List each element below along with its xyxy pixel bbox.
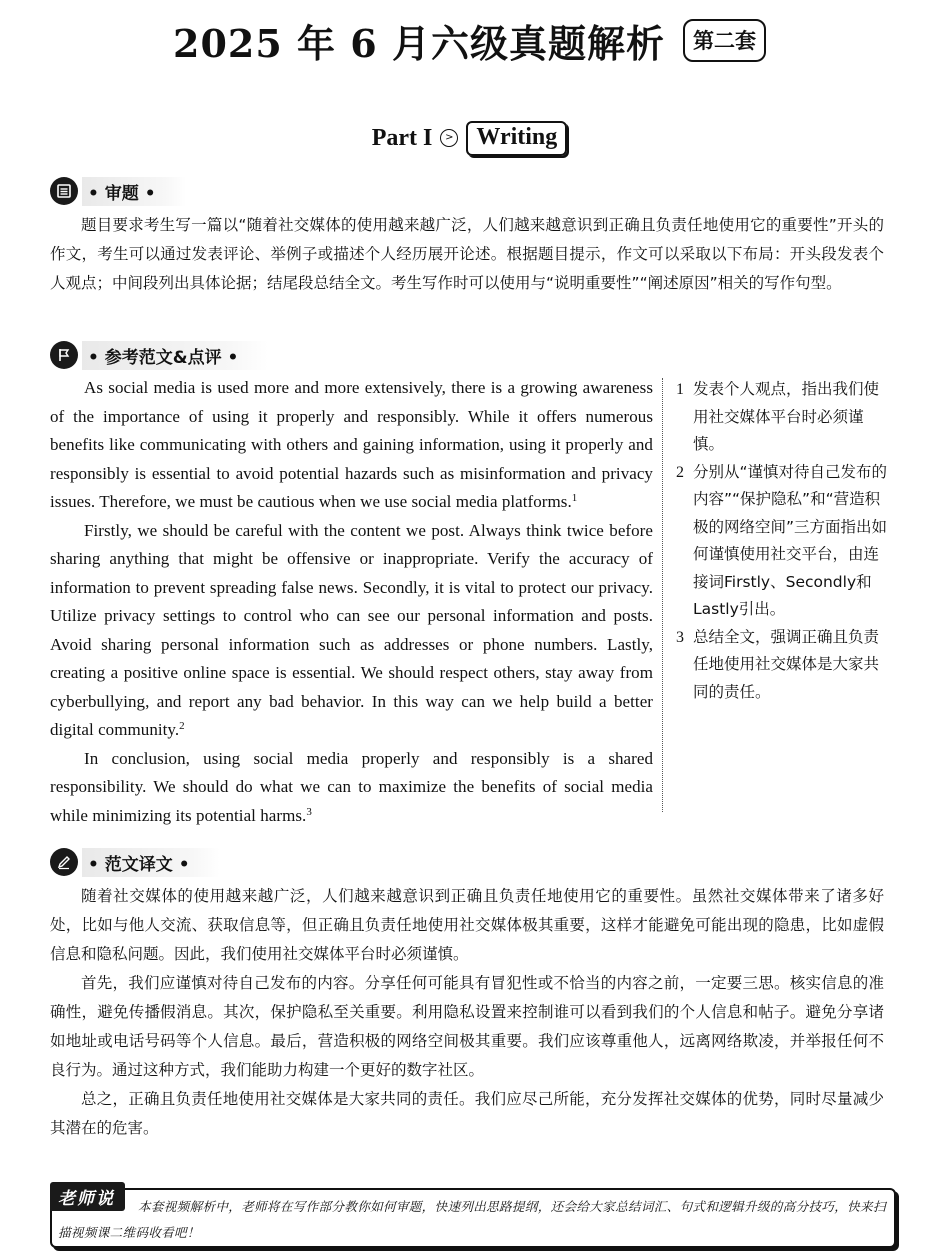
essay-paragraph — [50, 374, 653, 517]
note-item — [676, 459, 888, 624]
note-text: 分别从“谨慎对待自己发布的内容”“保护隐私”和“营造积极的网络空间”三方面指出如何谨慎使用社交平台，由连接词Firstly、Secondly和Lastly引出。 — [693, 462, 888, 618]
section-header-translation — [50, 847, 220, 877]
note-item — [676, 624, 888, 707]
part-label: Part I — [371, 124, 433, 151]
page-header — [0, 10, 939, 70]
analysis-body — [50, 211, 884, 298]
analysis-paragraph: 题目要求考生写一篇以“随着社交媒体的使用越来越广泛，人们越来越意识到正确且负责任地使用它的重要性”开头的作文，考生可以通过发表评论、举例子或描述个人经历展开论述。根据题目提示，作文可以采取以下布局：开头段发表个人观点；中间段列出具体论据；结尾段总结全文。考生写作时可以使用与“说明重要性”“阐述原因”相关的写作句型。 — [50, 216, 884, 292]
teacher-text: 本套视频解析中，老师将在写作部分教你如何审题，快速列出思路提纲，还会给大家总结词汇、句式和逻辑升级的高分技巧，快来扫描视频课二维码收看吧！ — [58, 1199, 886, 1240]
pen-icon — [50, 848, 78, 876]
note-marker: 1 — [571, 492, 578, 504]
section-header-sample — [50, 340, 268, 370]
essay-paragraph — [50, 517, 653, 745]
translation-paragraph: 随着社交媒体的使用越来越广泛，人们越来越意识到正确且负责任地使用它的重要性。虽然社交媒体带来了诸多好处，比如与他人交流、获取信息等，但正确且负责任地使用社交媒体极其重要，这样才能避免可能出现的隐患，比如虚假信息和隐私问题。因此，我们使用社交媒体平台时必须谨慎。 — [50, 887, 884, 963]
translation-body — [50, 882, 884, 1143]
note-text: 总结全文，强调正确且负责任地使用社交媒体是大家共同的责任。 — [693, 627, 880, 701]
comment-notes — [676, 376, 888, 706]
note-marker: 3 — [306, 805, 312, 818]
teacher-tag: 老师说 — [50, 1182, 125, 1211]
chevron-right-icon: > — [440, 129, 458, 147]
note-marker: 2 — [179, 720, 185, 732]
essay-text: As social media is used more and more extensively, there is a growing awareness of the importance of using it properly and responsibly. While it offers numerous benefits like communicating with others and gaining information, using it properly and responsibly is essential to avoid potential hazards such as misinformation and privacy issues. Therefore, we must be cautious when we use social media platforms. — [50, 378, 653, 511]
essay-text: In conclusion, using social media properly and responsibly is a shared responsibility. We should do what we can to maximize the benefits of social media while minimizing its potential harms. — [50, 748, 653, 825]
document-icon — [50, 177, 78, 205]
note-item — [676, 376, 888, 459]
dotted-divider — [662, 378, 663, 812]
sample-essay — [50, 374, 653, 830]
section-title: • 审题 • — [82, 177, 186, 206]
page-title: 2025 年 6 月六级真题解析 — [173, 20, 665, 66]
teacher-note-box — [50, 1188, 896, 1248]
part-name: Writing — [466, 121, 567, 156]
part-header — [0, 118, 939, 158]
translation-paragraph: 首先，我们应谨慎对待自己发布的内容。分享任何可能具有冒犯性或不恰当的内容之前，一定要三思。核实信息的准确性，避免传播假消息。其次，保护隐私至关重要。利用隐私设置来控制谁可以看到我们的个人信息和帖子。避免分享诸如地址或电话号码等个人信息。最后，营造积极的网络空间极其重要。我们应该尊重他人，远离网络欺凌，并举报任何不良行为。通过这种方式，我们能助力构建一个更好的数字社区。 — [50, 974, 884, 1079]
section-title: • 范文译文 • — [82, 848, 220, 877]
note-text: 发表个人观点，指出我们使用社交媒体平台时必须谨慎。 — [693, 380, 880, 453]
translation-paragraph: 总之，正确且负责任地使用社交媒体是大家共同的责任。我们应尽己所能，充分发挥社交媒体的优势，同时尽量减少其潜在的危害。 — [50, 1090, 884, 1137]
essay-text: Firstly, we should be careful with the content we post. Always think twice before sharing anything that might be offensive or inappropriate. Verify the accuracy of information to prevent spreading false news. Secondly, it is vital to protect our privacy. Utilize privacy settings to control who can see our personal information and posts. Avoid sharing personal information such as addresses or phone numbers. Lastly, creating a positive online space is essential. We should respect others, stay away from cyberbullying, and report any bad behavior. In this way can we help build a better digital community. — [50, 520, 653, 739]
essay-paragraph — [50, 745, 653, 831]
flag-icon — [50, 341, 78, 369]
section-title: • 参考范文&点评 • — [82, 341, 268, 370]
set-badge: 第二套 — [683, 19, 766, 62]
note-number: 2 — [676, 463, 684, 481]
note-number: 3 — [676, 628, 684, 646]
note-number: 1 — [676, 381, 684, 398]
section-header-analysis — [50, 176, 186, 206]
